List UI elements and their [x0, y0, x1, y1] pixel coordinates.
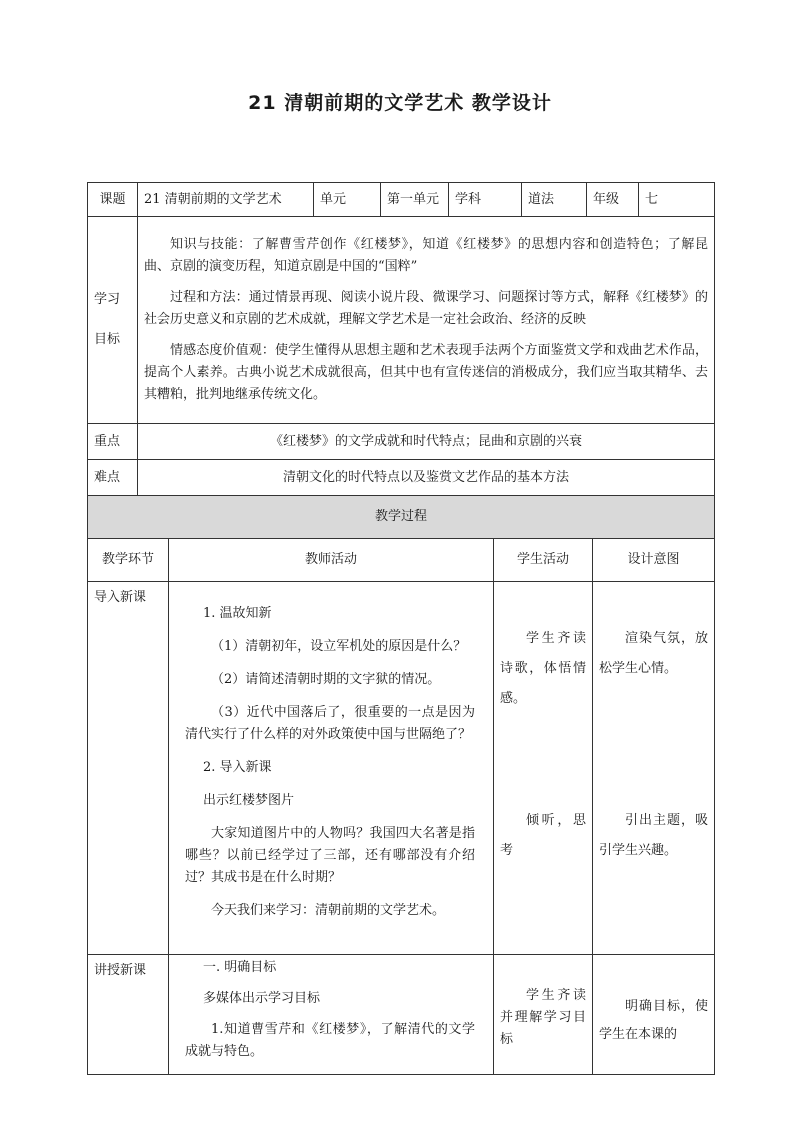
grade-value: 七	[639, 183, 715, 217]
intro-teacher-activity	[169, 582, 494, 955]
teach-student: 学生齐读并理解学习目标	[500, 988, 586, 1047]
unit-value: 第一单元	[381, 183, 449, 217]
teach-show-goals: 多媒体出示学习目标	[203, 991, 321, 1006]
intro-student-1: 学生齐读诗歌，体悟情感。	[500, 631, 586, 706]
difficult-point-label: 难点	[88, 460, 138, 496]
teach-step-1: 一. 明确目标	[203, 960, 277, 975]
lesson-info-table	[87, 182, 715, 496]
teach-teacher-activity	[169, 955, 494, 1075]
goals-label-2: 目标	[94, 332, 121, 347]
column-teacher: 教师活动	[169, 539, 494, 582]
key-point-label: 重点	[88, 424, 138, 460]
intro-discussion: 大家知道图片中的人物吗？我国四大名著是指哪些？以前已经学过了三部，还有哪部没有介绍过？其成书是在什么时期？	[185, 826, 475, 885]
subject-value: 道法	[522, 183, 587, 217]
goal-knowledge: 知识与技能：了解曹雪芹创作《红楼梦》，知道《红楼梦》的思想内容和创造特色；了解昆曲、京剧的演变历程，知道京剧是中国的“国粹”	[144, 237, 708, 274]
intro-question-3: （3）近代中国落后了，很重要的一点是因为清代实行了什么样的对外政策使中国与世隔绝了？	[185, 705, 475, 742]
teaching-process-table	[87, 495, 715, 1075]
page-title: 21 清朝前期的文学艺术 教学设计	[248, 92, 552, 114]
goal-process: 过程和方法：通过情景再现、阅读小说片段、微课学习、问题探讨等方式，解释《红楼梦》的社会历史意义和京剧的艺术成就，理解文学艺术是一定社会政治、经济的反映	[144, 290, 708, 327]
intro-today: 今天我们来学习：清朝前期的文学艺术。	[211, 903, 446, 918]
intro-question-1: （1）清朝初年，设立军机处的原因是什么？	[211, 639, 467, 654]
intro-intent-1: 渲染气氛，放松学生心情。	[599, 631, 709, 676]
unit-label: 单元	[314, 183, 381, 217]
teach-student-activity	[494, 955, 593, 1075]
grade-label: 年级	[587, 183, 639, 217]
process-header: 教学过程	[88, 496, 715, 539]
intro-step-1: 1. 温故知新	[203, 606, 272, 621]
subject-label: 学科	[449, 183, 522, 217]
teach-design-intent	[593, 955, 715, 1075]
column-student: 学生活动	[494, 539, 593, 582]
topic-value: 21 清朝前期的文学艺术	[138, 183, 314, 217]
intro-student-2: 倾听，思考	[500, 813, 586, 858]
intro-intent-2: 引出主题，吸引学生兴趣。	[599, 813, 709, 858]
intro-show-picture: 出示红楼梦图片	[203, 793, 295, 808]
topic-label: 课题	[88, 183, 138, 217]
intro-question-2: （2）请简述清朝时期的文字狱的情况。	[211, 672, 441, 687]
column-stage: 教学环节	[88, 539, 169, 582]
goals-label	[88, 217, 138, 424]
intro-design-intent	[593, 582, 715, 955]
key-point-value: 《红楼梦》的文学成就和时代特点；昆曲和京剧的兴衰	[138, 424, 715, 460]
goal-attitude: 情感态度价值观：使学生懂得从思想主题和艺术表现手法两个方面鉴赏文学和戏曲艺术作品，提高个人素养。古典小说艺术成就很高，但其中也有宣传迷信的消极成分，我们应当取其精华、去其糟粕，批判地继承传统文化。	[144, 343, 708, 402]
stage-intro: 导入新课	[88, 582, 169, 955]
intro-step-2: 2. 导入新课	[203, 760, 272, 775]
difficult-point-value: 清朝文化的时代特点以及鉴赏文艺作品的基本方法	[138, 460, 715, 496]
goals-label-1: 学习	[94, 292, 121, 307]
goals-content	[138, 217, 715, 424]
column-intent: 设计意图	[593, 539, 715, 582]
teach-goal-1: 1.知道曹雪芹和《红楼梦》，了解清代的文学成就与特色。	[185, 1022, 475, 1059]
teach-intent: 明确目标，使学生在本课的	[599, 999, 709, 1042]
stage-teach: 讲授新课	[88, 955, 169, 1075]
intro-student-activity	[494, 582, 593, 955]
